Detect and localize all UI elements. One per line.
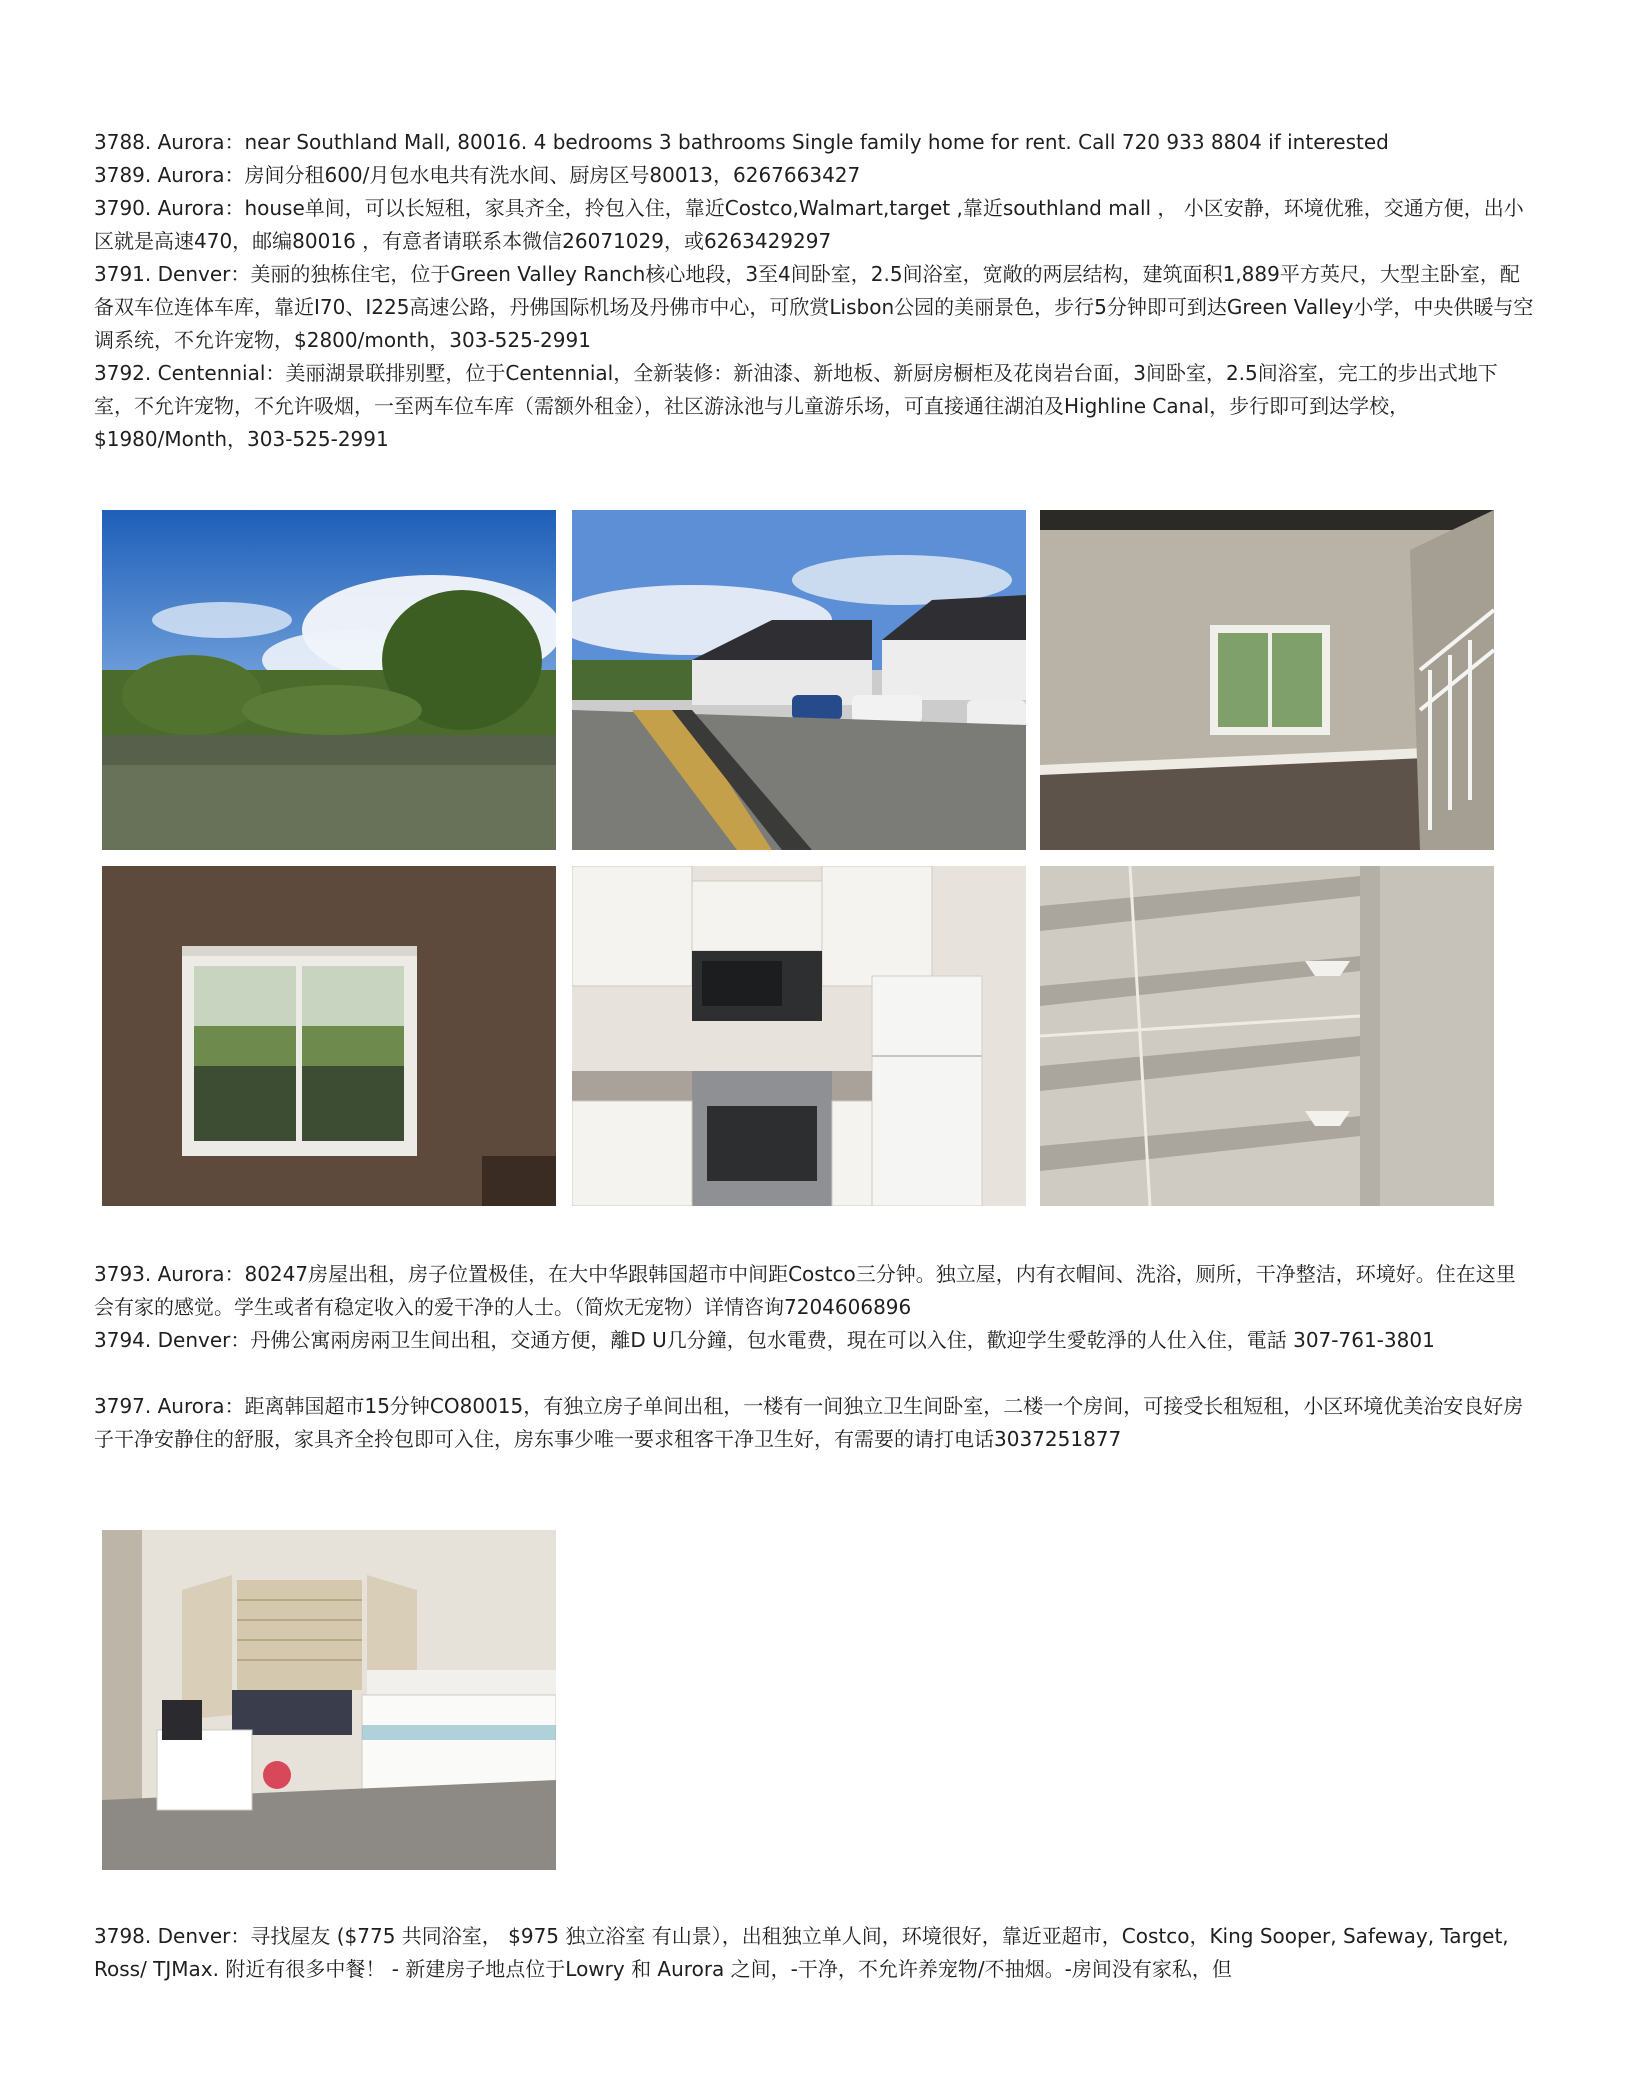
listing-3788: 3788. Aurora：near Southland Mall, 80016. 4 bedrooms 3 bathrooms Single family home for rent. Call 720 933 8804 if interested bbox=[94, 130, 1389, 154]
listing-3794: 3794. Denver：丹佛公寓兩房兩卫生间出租，交通方便，離D U几分鐘，包水電费，現在可以入住，歡迎学生愛乾淨的人仕入住，電話 307-761-3801 bbox=[94, 1328, 1435, 1352]
listings-middle bbox=[94, 1258, 1534, 1456]
photo-lake bbox=[102, 510, 556, 850]
listing-3792: 3792. Centennial：美丽湖景联排别墅，位于Centennial，全新装修：新油漆、新地板、新厨房橱柜及花岗岩台面，3间卧室，2.5间浴室，完工的步出式地下室，不允许宠物，不允许吸烟，一至两车位车库（需额外租金），社区游泳池与儿童游乐场，可直接通往湖泊及Highline Canal，步行即可到达学校，$1980/Month，303-525-2991 bbox=[94, 361, 1498, 451]
listing-3790: 3790. Aurora：house单间，可以长短租，家具齐全，拎包入住，靠近Costco,Walmart,target ,靠近southland mall ， 小区安静，环境优雅，交通方便，出小区就是高速470，邮编80016 ，有意者请联系本微信26071029，或6263429297 bbox=[94, 196, 1524, 253]
photo-bedroom bbox=[102, 1530, 556, 1870]
listing-3791: 3791. Denver：美丽的独栋住宅，位于Green Valley Ranch核心地段，3至4间卧室，2.5间浴室，宽敞的两层结构，建筑面积1,889平方英尺，大型主卧室，配备双车位连体车库，靠近I70、I225高速公路，丹佛国际机场及丹佛市中心，可欣赏Lisbon公园的美丽景色，步行5分钟即可到达Green Valley小学，中央供暖与空调系统，不允许宠物，$2800/month，303-525-2991 bbox=[94, 262, 1534, 352]
photo-bathroom-tile bbox=[1040, 866, 1494, 1206]
listing-3789: 3789. Aurora：房间分租600/月包水电共有洗水间、厨房区号80013，6267663427 bbox=[94, 163, 861, 187]
listing-3798: 3798. Denver：寻找屋友 ($775 共同浴室， $975 独立浴室 有山景），出租独立单人间，环境很好，靠近亚超市，Costco，King Sooper, Safeway, Target, Ross/ TJMax. 附近有很多中餐！ - 新建房子地点位于Lowry 和 Aurora 之间，-干净，不允许养宠物/不抽烟。-房间没有家私，但 bbox=[94, 1924, 1509, 1981]
listings-bottom bbox=[94, 1920, 1534, 1986]
photo-living-room-window bbox=[1040, 510, 1494, 850]
photo-street-townhouses bbox=[572, 510, 1026, 850]
listings-top bbox=[94, 126, 1534, 456]
listing-3793: 3793. Aurora：80247房屋出租，房子位置极佳，在大中华跟韩国超市中间距Costco三分钟。独立屋，内有衣帽间、洗浴，厕所，干净整洁，环境好。住在这里会有家的感觉。学生或者有稳定收入的爱干净的人士。（简炊无宠物）详情咨询7204606896 bbox=[94, 1262, 1516, 1319]
listing-3797: 3797. Aurora：距离韩国超市15分钟CO80015，有独立房子单间出租，一楼有一间独立卫生间卧室，二楼一个房间，可接受长租短租，小区环境优美治安良好房子干净安静住的舒服，家具齐全拎包即可入住，房东事少唯一要求租客干净卫生好，有需要的请打电话3037251877 bbox=[94, 1394, 1524, 1451]
photo-kitchen bbox=[572, 866, 1026, 1206]
photo-bedroom-window-lake bbox=[102, 866, 556, 1206]
